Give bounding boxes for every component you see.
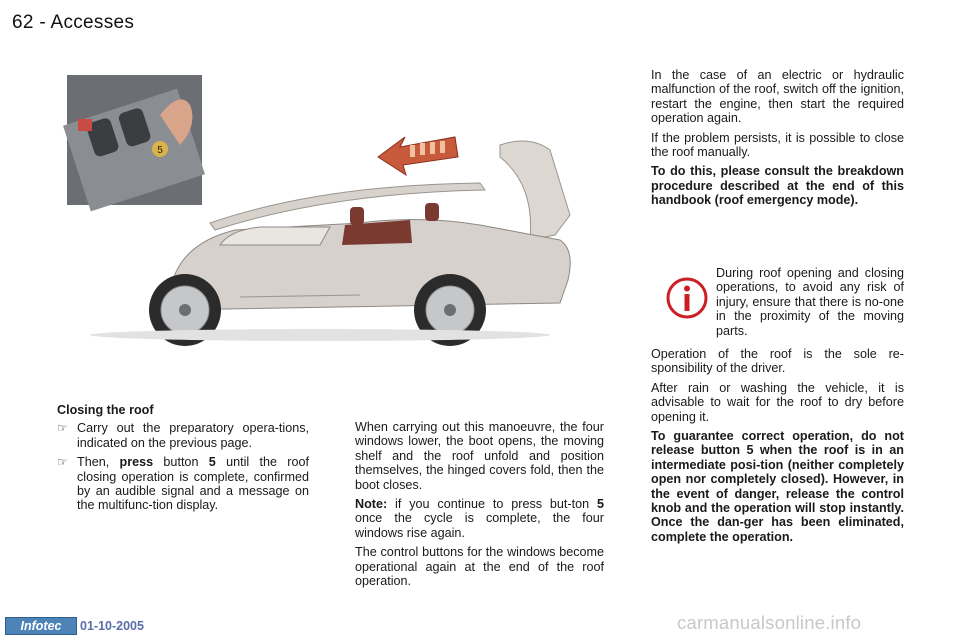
closing-roof-section <box>57 403 309 518</box>
hand-pointer-icon: ☞ <box>57 455 68 470</box>
roof-direction-arrow <box>378 137 458 175</box>
note-label: Note: <box>355 497 388 512</box>
malfunction-section <box>651 68 904 213</box>
warning-section <box>716 266 904 343</box>
list-item <box>57 455 309 513</box>
responsibility-section <box>651 347 904 549</box>
bullet-text: Carry out the preparatory opera-tions, indicated on the previous page. <box>77 421 309 450</box>
info-warning-icon <box>665 276 709 320</box>
correct-operation-paragraph: To guarantee correct operation, do not release button 5 when the roof is in an intermediate posi-tion (neither completely open nor completely closed). However, in the event of danger, release the control knob and the operation will stop instantly. Once the dan-ger has been eliminated, complete the operation. <box>651 429 904 544</box>
bullet-text-a: Then, <box>77 455 120 470</box>
bullet-text-e: until the roof closing operation is complete, confirmed by an audible signal and a message on the multifunc-tion display. <box>77 455 310 513</box>
car-body <box>90 203 570 346</box>
warning-paragraph: During roof opening and closing operations, to avoid any risk of injury, ensure that there is no-one in the proximity of the moving parts. <box>716 266 904 338</box>
manoeuvre-section <box>355 420 604 593</box>
page-title: 62 - Accesses <box>12 12 135 33</box>
bullet-text-button-number: 5 <box>208 455 216 470</box>
malfunction-paragraph: In the case of an electric or hydraulic malfunction of the roof, switch off the ignition, restart the engine, then start the required operation again. <box>651 68 904 126</box>
roof-button-inset <box>63 75 205 211</box>
section-heading: Closing the roof <box>57 403 154 417</box>
manoeuvre-paragraph: When carrying out this manoeuvre, the four windows lower, the boot opens, the moving shelf and the roof unfold and position themselves, the hinged covers fold, then the boot closes. <box>355 420 604 492</box>
watermark: carmanualsonline.info <box>677 612 862 633</box>
note-paragraph <box>355 497 604 540</box>
note-button-number: 5 <box>596 497 604 512</box>
hand-pointer-icon: ☞ <box>57 421 68 436</box>
bullet-text-c: button <box>153 455 209 470</box>
rain-paragraph: After rain or washing the vehicle, it is advisable to wait for the roof to dry before opening it. <box>651 380 904 424</box>
responsibility-paragraph: Operation of the roof is the sole re-sponsibility of the driver. <box>651 347 904 376</box>
footer-date: 01-10-2005 <box>80 619 144 633</box>
inset-button-number: 5 <box>157 145 163 156</box>
note-text-a: if you continue to press but-ton <box>387 497 597 512</box>
car-roof-illustration <box>60 65 590 355</box>
note-text-c: once the cycle is complete, the four windows rise again. <box>355 511 604 540</box>
bullet-text-press: press <box>119 455 154 470</box>
emergency-mode-paragraph: To do this, please consult the breakdown procedure described at the end of this handbook (roof emergency mode). <box>651 164 904 208</box>
problem-persists-paragraph: If the problem persists, it is possible to close the roof manually. <box>651 130 904 160</box>
list-item <box>57 421 309 450</box>
window-controls-paragraph: The control buttons for the windows become operational again at the end of the roof operation. <box>355 545 604 589</box>
infotec-logo: Infotec <box>5 617 77 635</box>
